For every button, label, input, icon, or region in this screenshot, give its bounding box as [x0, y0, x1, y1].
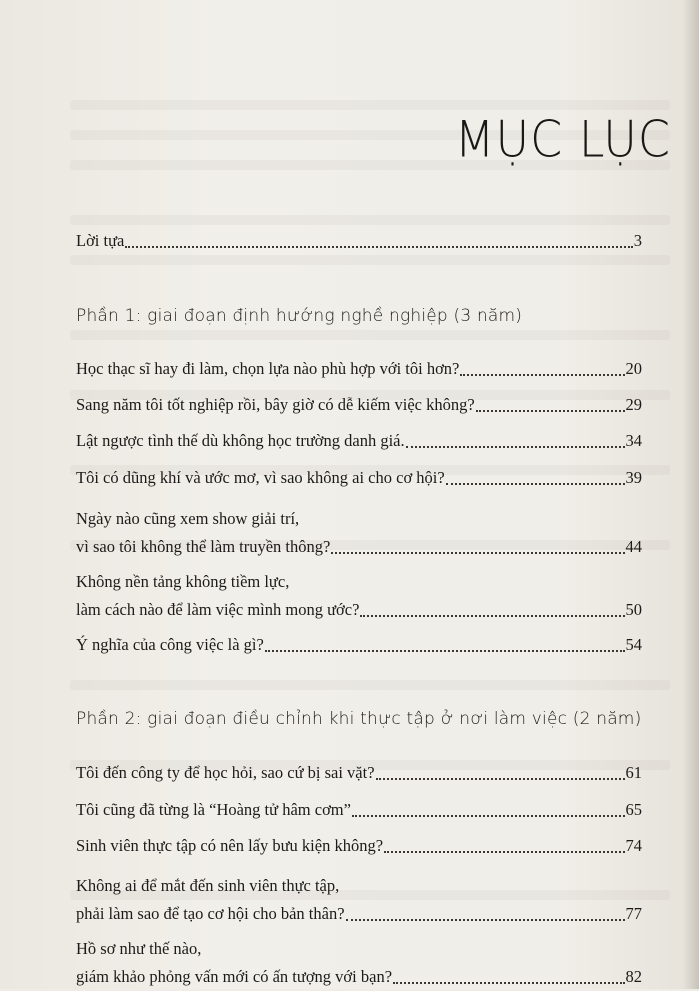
dot-leader	[476, 409, 625, 412]
toc-entry-text: Không ai để mắt đến sinh viên thực tập,	[76, 876, 340, 895]
dot-leader	[331, 551, 624, 554]
dot-leader	[346, 918, 625, 921]
toc-entry-text: Hồ sơ như thế nào,	[76, 939, 202, 958]
toc-entry	[76, 505, 642, 561]
toc-entry-page: 20	[625, 359, 642, 378]
toc-entry-preface	[76, 227, 642, 255]
toc-entry-page: 54	[625, 635, 642, 654]
toc-entry-text: làm cách nào để làm việc mình mong ước?	[76, 600, 360, 619]
bleed-through-line	[70, 330, 670, 340]
dot-leader	[376, 777, 625, 780]
toc-entry-text: Ý nghĩa của công việc là gì?	[76, 635, 264, 654]
toc-entry	[76, 568, 642, 624]
bleed-through-line	[70, 255, 670, 265]
toc-entry-page: 65	[625, 800, 642, 819]
toc-entry	[76, 631, 642, 659]
toc-entry-text: Ngày nào cũng xem show giải trí,	[76, 509, 300, 528]
toc-entry-page: 44	[625, 537, 642, 556]
toc-entry-page: 3	[633, 231, 642, 250]
toc-entry-page: 82	[625, 967, 642, 986]
toc-entry-text: Tôi đến công ty để học hỏi, sao cứ bị sai vặt?	[76, 763, 375, 782]
toc-entry-page: 39	[625, 468, 642, 487]
toc-entry	[76, 872, 642, 928]
dot-leader	[384, 850, 624, 853]
dot-leader	[265, 649, 625, 652]
toc-entry-page: 74	[625, 836, 642, 855]
toc-entry-text: Sang năm tôi tốt nghiệp rồi, bây giờ có dễ kiếm việc không?	[76, 395, 475, 414]
dot-leader	[125, 245, 632, 248]
bleed-through-line	[70, 215, 670, 225]
dot-leader	[360, 614, 624, 617]
toc-entry	[76, 391, 642, 419]
toc-entry-page: 61	[625, 763, 642, 782]
toc-entry	[76, 796, 642, 824]
toc-entry	[76, 355, 642, 383]
page-title: MỤC LỤC	[454, 109, 671, 169]
part-1-heading: Phần 1: giai đoạn định hướng nghề nghiệp (3 năm)	[76, 306, 523, 326]
toc-entry-text: giám khảo phỏng vấn mới có ấn tượng với bạn?	[76, 967, 393, 986]
toc-entry	[76, 759, 642, 787]
dot-leader	[446, 482, 625, 485]
part-2-heading: Phần 2: giai đoạn điều chỉnh khi thực tập ở nơi làm việc (2 năm)	[76, 709, 642, 729]
toc-entry-text: vì sao tôi không thể làm truyền thông?	[76, 537, 331, 556]
toc-entry	[76, 427, 642, 455]
dot-leader	[393, 981, 624, 984]
dot-leader	[460, 373, 624, 376]
toc-entry-page: 29	[625, 395, 642, 414]
toc-entry-page: 50	[625, 600, 642, 619]
dot-leader	[406, 445, 625, 448]
toc-entry-text: Học thạc sĩ hay đi làm, chọn lựa nào phù hợp với tôi hơn?	[76, 359, 460, 378]
toc-entry-page: 77	[625, 904, 642, 923]
bleed-through-line	[70, 100, 670, 110]
bleed-through-line	[70, 680, 670, 690]
toc-entry-text: Lật ngược tình thế dù không học trường danh giá.	[76, 431, 405, 450]
toc-entry-text: Sinh viên thực tập có nên lấy bưu kiện không?	[76, 836, 384, 855]
page-edge-shadow	[683, 0, 699, 989]
toc-entry-page: 34	[625, 431, 642, 450]
dot-leader	[352, 814, 625, 817]
toc-entry-text: Tôi có dũng khí và ước mơ, vì sao không ai cho cơ hội?	[76, 468, 445, 487]
toc-entry	[76, 832, 642, 860]
toc-entry-text: phải làm sao để tạo cơ hội cho bản thân?	[76, 904, 345, 923]
toc-entry-text: Không nền tảng không tiềm lực,	[76, 572, 290, 591]
toc-entry	[76, 935, 642, 991]
toc-entry-text: Lời tựa	[76, 231, 125, 250]
toc-entry-text: Tôi cũng đã từng là “Hoàng tử hâm cơm”	[76, 800, 351, 819]
toc-entry	[76, 464, 642, 492]
